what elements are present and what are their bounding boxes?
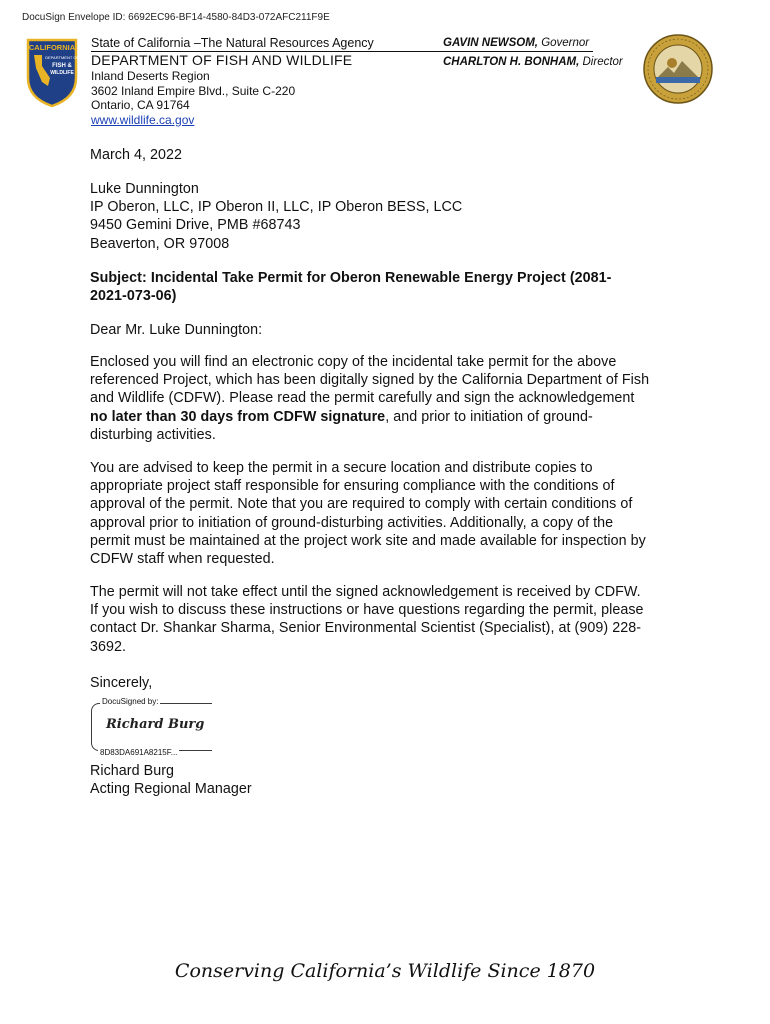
recipient-address-2: Beaverton, OR 97008 [90,235,230,252]
paragraph-line: You are advised to keep the permit in a secure location and distribute copies to [90,460,593,476]
logo-text-2: DEPARTMENT OF [45,55,79,60]
recipient-address-1: 9450 Gemini Drive, PMB #68743 [90,217,301,234]
director-title: Director [582,56,623,68]
signer-name: Richard Burg [90,763,175,779]
department-name: DEPARTMENT OF FISH AND WILDLIFE [91,52,353,68]
governor-title: Governor [541,37,590,49]
recipient-name: Luke Dunnington [90,181,199,197]
paragraph-line: permit must be maintained at the project work site and made available for inspection by [90,532,646,549]
paragraph-line: CDFW staff when requested. [90,551,275,568]
director-name: CHARLTON H. BONHAM, [443,56,580,68]
handwritten-signature: Richard Burg [106,717,205,732]
paragraph-line: If you wish to discuss these instructions or have questions regarding the permit, please [90,602,644,619]
state-seal-icon [642,33,714,105]
letterhead-agency-block [91,36,381,127]
address-line-2: Ontario, CA 91764 [91,98,190,112]
director-line [443,54,623,71]
letter-date: March 4, 2022 [90,147,183,163]
logo-text-3: FISH & [52,63,72,69]
signer-title: Acting Regional Manager [90,781,252,798]
region-name: Inland Deserts Region [91,69,210,83]
recipient-company: IP Oberon, LLC, IP Oberon II, LLC, IP Oberon BESS, LCC [90,199,463,216]
subject-line [90,269,680,305]
paragraph-line: and Wildlife (CDFW). Please read the permit carefully and sign the acknowledgement [90,390,635,407]
paragraph-line: approval prior to initiation of ground-disturbing activities. Additionally, a copy of the [90,514,614,531]
recipient-block [90,180,680,253]
paragraph-line: disturbing activities. [90,426,216,443]
subject-line-2: 2021-073-06) [90,288,177,305]
paragraph-line [90,408,680,426]
paragraph-2 [90,459,680,568]
agency-name: State of California –The Natural Resources Agency [91,36,443,52]
signature-id: 8D83DA691A8215F... [100,748,178,757]
paragraph-1 [90,353,680,444]
logo-text-4: WILDLIFE [50,70,74,76]
subject-line-1: Subject: Incidental Take Permit for Oberon Renewable Energy Project (2081- [90,270,612,286]
paragraph-line: approval of the permit. Note that you are required to comply with certain conditions of [90,496,633,513]
salutation: Dear Mr. Luke Dunnington: [90,322,263,338]
cdfw-logo [24,38,80,108]
paragraph-line: appropriate project staff responsible for ensuring compliance with the conditions of [90,478,615,495]
footer-motto: Conserving California’s Wildlife Since 1870 [174,960,596,982]
website-link[interactable]: www.wildlife.ca.gov [91,112,195,127]
docusigned-by-label: DocuSigned by: [102,697,159,706]
paragraph-line: contact Dr. Shankar Sharma, Senior Environmental Scientist (Specialist), at (909) 228- [90,620,642,637]
paragraph-line: referenced Project, which has been digitally signed by the California Department of Fish [90,372,650,389]
paragraph-line: The permit will not take effect until the signed acknowledgement is received by CDFW. [90,584,641,600]
docusign-envelope-id: DocuSign Envelope ID: 6692EC96-BF14-4580-84D3-072AFC211F9E [22,12,330,23]
paragraph-line: Enclosed you will find an electronic copy of the incidental take permit for the above [90,354,617,370]
closing: Sincerely, [90,675,153,691]
paragraph-text: , and prior to initiation of ground- [385,408,593,425]
docusign-signature-box [91,697,212,757]
paragraph-3 [90,583,680,656]
deadline-emphasis: no later than 30 days from CDFW signature [90,408,386,425]
governor-name: GAVIN NEWSOM, [443,37,538,49]
signer-block [90,762,680,798]
logo-text-1: CALIFORNIA [28,43,76,52]
officials-block [443,36,623,71]
governor-line [443,36,593,52]
paragraph-line: 3692. [90,638,127,655]
address-line-1: 3602 Inland Empire Blvd., Suite C-220 [91,83,296,98]
